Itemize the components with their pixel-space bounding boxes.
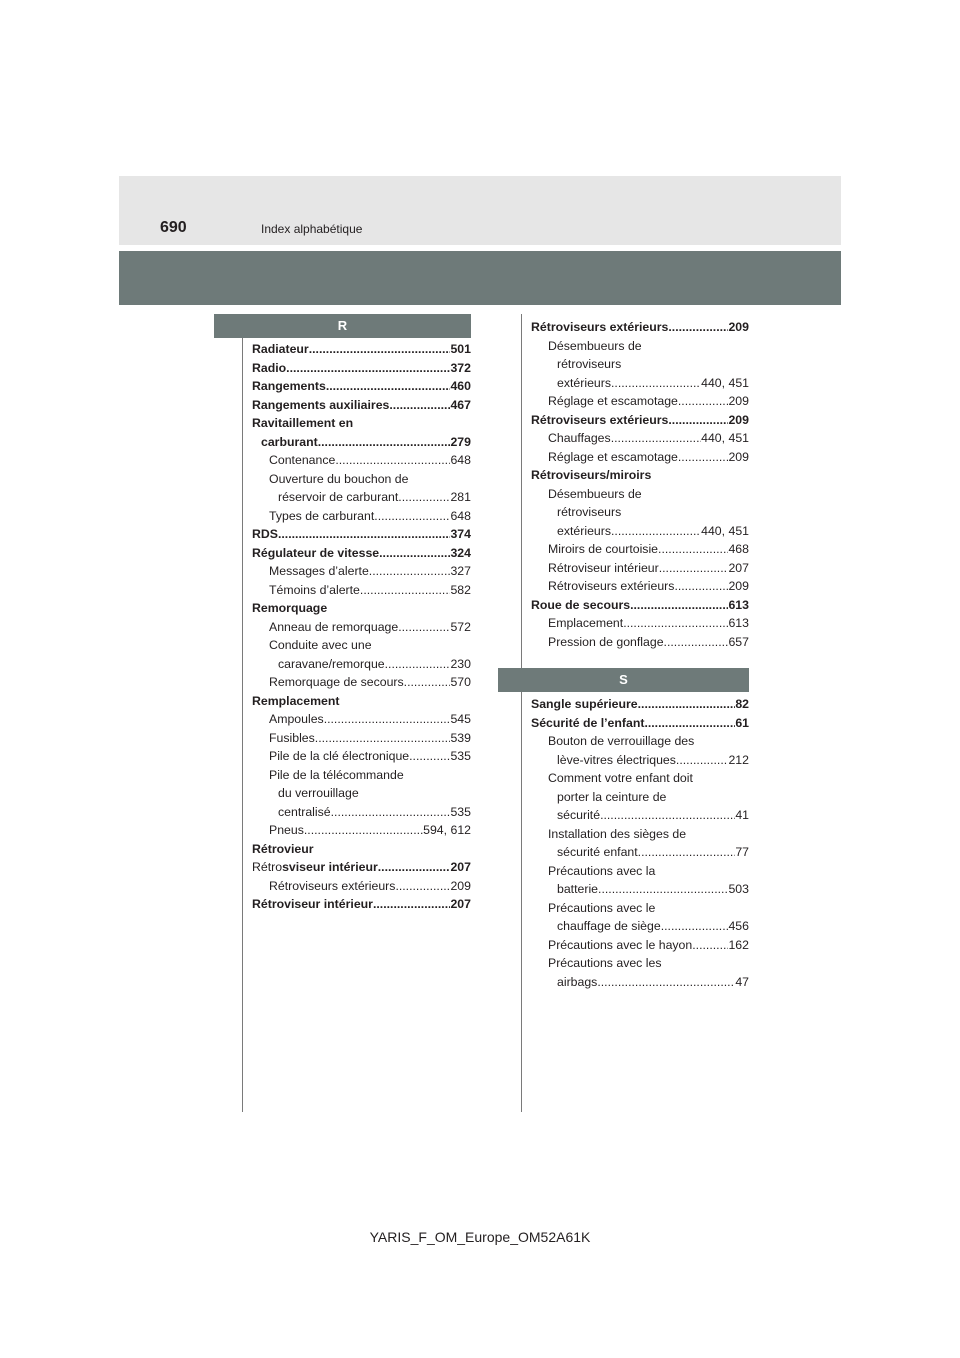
index-entry (531, 825, 749, 844)
index-entry (252, 525, 471, 544)
index-entry-text (252, 858, 378, 877)
index-entry-text: airbags (557, 974, 598, 989)
leader-dots (369, 562, 451, 581)
index-entry-page: 230 (450, 656, 471, 671)
index-entry-page: 327 (450, 564, 471, 578)
index-entry (531, 973, 749, 992)
index-entry-text: Remorquage de secours (269, 675, 404, 689)
index-entry-text: Précautions avec les (548, 956, 662, 970)
index-entry (252, 340, 471, 359)
index-entry (531, 862, 749, 881)
index-entry-text: Rétroviseurs extérieurs (531, 320, 669, 334)
index-entry-text: Pression de gonflage (548, 634, 664, 649)
index-entry (531, 633, 749, 652)
index-entry (531, 614, 749, 633)
leader-dots (638, 695, 736, 714)
index-entry-text: Précautions avec la (548, 863, 656, 878)
index-entry-text: sécurité enfant (557, 845, 638, 859)
index-entry (252, 470, 471, 489)
index-entry (531, 392, 749, 411)
index-entry-page: 212 (728, 752, 749, 767)
index-entry-page: 535 (450, 804, 471, 819)
index-entry-text: Réglage et escamotage (548, 449, 678, 464)
index-entry-text: chauffage de siège (557, 919, 661, 933)
page-title: Index alphabétique (261, 222, 363, 236)
index-entry-text: Messages d’alerte (269, 564, 369, 578)
index-entry (252, 840, 471, 859)
index-entry-page: 209 (450, 878, 471, 893)
index-entry (531, 355, 749, 374)
index-entry-text: lève-vitres électriques (557, 752, 676, 767)
index-entry-text: Rétroviseurs extérieurs (548, 579, 675, 593)
index-entry (252, 544, 471, 563)
index-entry-page: 572 (450, 619, 471, 634)
leader-dots (398, 618, 450, 637)
leader-dots (278, 525, 451, 544)
leader-dots (678, 448, 729, 467)
index-entry-text: réservoir de carburant (278, 490, 399, 504)
page-number: 690 (160, 219, 187, 236)
index-entry-text-prefix: Rétro (252, 860, 283, 874)
index-entry-page: 209 (728, 320, 749, 334)
index-entry-text: Contenance (269, 453, 336, 467)
index-entry-text: Rétrovieur (252, 841, 314, 856)
index-entry-text: Types de carburant (269, 508, 375, 523)
index-entry (531, 917, 749, 936)
index-entry-page: 209 (728, 579, 749, 593)
index-entry (252, 895, 471, 914)
index-entry-page: 539 (450, 730, 471, 745)
index-entry (252, 729, 471, 748)
index-entry-page: 209 (728, 449, 749, 464)
leader-dots (374, 507, 450, 526)
index-entry (531, 448, 749, 467)
index-entry-page: 582 (450, 582, 471, 597)
leader-dots (638, 843, 736, 862)
index-entry (531, 485, 749, 504)
index-entry-page: 281 (450, 490, 471, 504)
index-entry-page: 207 (728, 560, 749, 575)
index-entry (531, 880, 749, 899)
leader-dots (644, 714, 735, 733)
leader-dots (611, 374, 701, 393)
index-entry (252, 803, 471, 822)
index-entry (252, 599, 471, 618)
index-entry-text: Ravitaillement en (252, 416, 354, 430)
header-band (119, 176, 841, 245)
leader-dots (318, 433, 451, 452)
index-entry-page: 61 (735, 715, 749, 730)
index-entry-text: Rétroviseurs/miroirs (531, 468, 652, 482)
leader-dots (324, 710, 451, 729)
index-entry (252, 414, 471, 433)
index-entry-page: 545 (450, 712, 471, 726)
index-entry (252, 710, 471, 729)
index-entry-text: porter la ceinture de (557, 789, 667, 804)
index-entry-text: rétroviseurs (557, 357, 622, 371)
index-entry-page: 456 (728, 919, 749, 933)
index-entry (252, 692, 471, 711)
index-entry (252, 451, 471, 470)
leader-dots (409, 747, 450, 766)
leader-dots (395, 877, 450, 896)
index-entry-text: Pile de la clé électronique (269, 749, 410, 763)
section-header-s: S (498, 668, 749, 692)
index-entry-text: Sécurité de l’enfant (531, 715, 645, 730)
leader-dots (598, 880, 728, 899)
index-entry (531, 337, 749, 356)
index-entry (531, 954, 749, 973)
leader-dots (335, 451, 450, 470)
index-entry-page: 657 (728, 634, 749, 649)
leader-dots (600, 806, 735, 825)
index-entry (252, 821, 471, 840)
leader-dots (373, 895, 451, 914)
index-entry (531, 577, 749, 596)
leader-dots (389, 396, 450, 415)
leader-dots (674, 577, 728, 596)
index-entry-text: extérieurs (557, 375, 611, 390)
index-column-right (531, 318, 749, 651)
index-entry-text: Anneau de remorquage (269, 619, 399, 634)
index-entry (531, 788, 749, 807)
index-entry (531, 714, 749, 733)
index-entry-text: Roue de secours (531, 597, 631, 612)
index-entry-page: 324 (450, 545, 471, 560)
leader-dots (676, 751, 729, 770)
index-entry-page: 503 (728, 882, 749, 896)
index-entry (252, 673, 471, 692)
index-entry (252, 877, 471, 896)
index-entry-page: 162 (728, 937, 749, 952)
leader-dots (286, 359, 450, 378)
index-entry (252, 359, 471, 378)
leader-dots (331, 803, 451, 822)
index-entry (252, 562, 471, 581)
index-entry-page: 613 (728, 616, 749, 630)
index-entry (252, 618, 471, 637)
leader-dots (304, 821, 423, 840)
index-entry-text: Rétroviseur intérieur (548, 560, 659, 575)
index-entry-page: 372 (450, 360, 471, 375)
index-entry-text: Désembueurs de (548, 486, 642, 501)
index-entry-page: 209 (728, 412, 749, 427)
index-entry-text: Précautions avec le (548, 900, 656, 915)
index-entry-text: Bouton de verrouillage des (548, 734, 695, 748)
header-bar (119, 251, 841, 305)
index-entry-page: 468 (728, 542, 749, 556)
index-entry (252, 396, 471, 415)
index-entry (531, 936, 749, 955)
index-entry-text: Radio (252, 360, 287, 375)
index-entry-text: Pneus (269, 823, 304, 837)
index-entry-page: 535 (450, 749, 471, 763)
index-entry (252, 766, 471, 785)
leader-dots (597, 973, 735, 992)
index-entry (531, 522, 749, 541)
index-entry-text: Désembueurs de (548, 338, 642, 353)
index-entry-text: Emplacement (548, 616, 624, 630)
leader-dots (360, 581, 451, 600)
index-entry (252, 433, 471, 452)
index-entry (531, 411, 749, 430)
leader-dots (630, 596, 728, 615)
leader-dots (398, 488, 450, 507)
index-entry (252, 858, 471, 877)
index-entry-text: Comment votre enfant doit (548, 771, 693, 785)
index-entry (252, 636, 471, 655)
index-entry-page: 279 (450, 434, 471, 449)
index-entry-text: Rétroviseur intérieur (252, 897, 373, 911)
index-entry (531, 596, 749, 615)
index-column-left (252, 340, 471, 914)
index-entry-text: RDS (252, 527, 278, 541)
index-entry-page: 82 (735, 697, 749, 711)
index-entry-text: Rangements auxiliaires (252, 397, 390, 412)
index-entry (531, 318, 749, 337)
index-entry (531, 751, 749, 770)
index-entry-page: 47 (735, 974, 749, 989)
leader-dots (611, 429, 701, 448)
index-entry-text: Remorquage (252, 601, 328, 615)
index-entry-text: extérieurs (557, 523, 611, 538)
index-entry (531, 429, 749, 448)
index-entry-page: 207 (450, 860, 471, 874)
index-entry-text: Conduite avec une (269, 638, 372, 652)
index-entry-page: 648 (450, 508, 471, 523)
index-entry (531, 503, 749, 522)
index-entry-text: batterie (557, 882, 599, 896)
index-entry-text: Installation des sièges de (548, 826, 687, 841)
index-entry-page: 467 (450, 397, 471, 412)
leader-dots (623, 614, 728, 633)
leader-dots (326, 377, 451, 396)
index-entry (531, 466, 749, 485)
leader-dots (315, 729, 451, 748)
leader-dots (678, 392, 729, 411)
document-code: YARIS_F_OM_Europe_OM52A61K (369, 1229, 591, 1245)
index-entry-text: Ouverture du bouchon de (269, 471, 409, 486)
leader-dots (385, 655, 451, 674)
leader-dots (378, 858, 451, 877)
index-entry-text: Miroirs de courtoisie (548, 542, 659, 556)
index-entry (252, 377, 471, 396)
index-entry (531, 374, 749, 393)
index-entry (531, 732, 749, 751)
leader-dots (692, 936, 728, 955)
index-entry-page: 77 (735, 845, 749, 859)
index-entry (531, 559, 749, 578)
index-entry-page: 594, 612 (423, 823, 471, 837)
index-entry-text: du verrouillage (278, 786, 359, 800)
index-entry (252, 507, 471, 526)
index-entry-text: Témoins d’alerte (269, 582, 360, 597)
index-entry-text: Sangle supérieure (531, 697, 638, 711)
index-entry-page: 440, 451 (701, 523, 749, 538)
index-entry-text: Rangements (252, 379, 326, 393)
index-entry-page: 648 (450, 453, 471, 467)
index-entry-text: Remplacement (252, 693, 340, 708)
leader-dots (611, 522, 701, 541)
index-entry-page: 374 (450, 527, 471, 541)
leader-dots (668, 318, 728, 337)
index-entry-text: rétroviseurs (557, 505, 622, 519)
index-entry-page: 613 (728, 597, 749, 612)
index-entry (531, 769, 749, 788)
index-entry (252, 784, 471, 803)
column-divider-right (521, 314, 522, 1112)
leader-dots (664, 633, 729, 652)
leader-dots (658, 540, 728, 559)
leader-dots (309, 340, 451, 359)
index-column-right-s (531, 695, 749, 991)
index-entry-page: 440, 451 (701, 431, 749, 445)
index-entry-page: 209 (728, 394, 749, 408)
index-entry-text: Chauffages (548, 431, 611, 445)
index-entry-text: Précautions avec le hayon (548, 937, 693, 952)
index-entry-text: carburant (261, 434, 318, 449)
index-entry-text: Fusibles (269, 730, 315, 745)
index-entry-page: 570 (450, 675, 471, 689)
index-entry-text: Rétroviseurs extérieurs (269, 878, 396, 893)
leader-dots (659, 559, 729, 578)
index-entry (531, 899, 749, 918)
leader-dots (404, 673, 451, 692)
index-entry-page: 501 (450, 342, 471, 356)
section-header-r: R (214, 314, 471, 338)
leader-dots (668, 411, 728, 430)
index-entry-page: 41 (735, 808, 749, 822)
index-entry (531, 843, 749, 862)
index-entry-page: 440, 451 (701, 375, 749, 390)
index-entry-text: sécurité (557, 808, 601, 822)
index-entry (531, 806, 749, 825)
index-entry-text: Rétroviseurs extérieurs (531, 412, 669, 427)
index-entry (252, 747, 471, 766)
index-entry (252, 488, 471, 507)
index-entry (252, 655, 471, 674)
index-entry-text: caravane/remorque (278, 656, 385, 671)
index-entry (252, 581, 471, 600)
index-entry (531, 695, 749, 714)
column-divider-left (242, 314, 243, 1112)
index-entry-page: 460 (450, 379, 471, 393)
index-entry (531, 540, 749, 559)
leader-dots (661, 917, 729, 936)
index-entry-text: Ampoules (269, 712, 324, 726)
index-entry-text-rest: sviseur intérieur (282, 860, 378, 874)
index-entry-text: Pile de la télécommande (269, 767, 404, 782)
leader-dots (379, 544, 450, 563)
index-entry-text: Réglage et escamotage (548, 394, 678, 408)
index-entry-text: Régulateur de vitesse (252, 545, 380, 560)
index-entry-page: 207 (450, 897, 471, 911)
index-entry-text: Radiateur (252, 342, 309, 356)
index-entry-text: centralisé (278, 804, 331, 819)
